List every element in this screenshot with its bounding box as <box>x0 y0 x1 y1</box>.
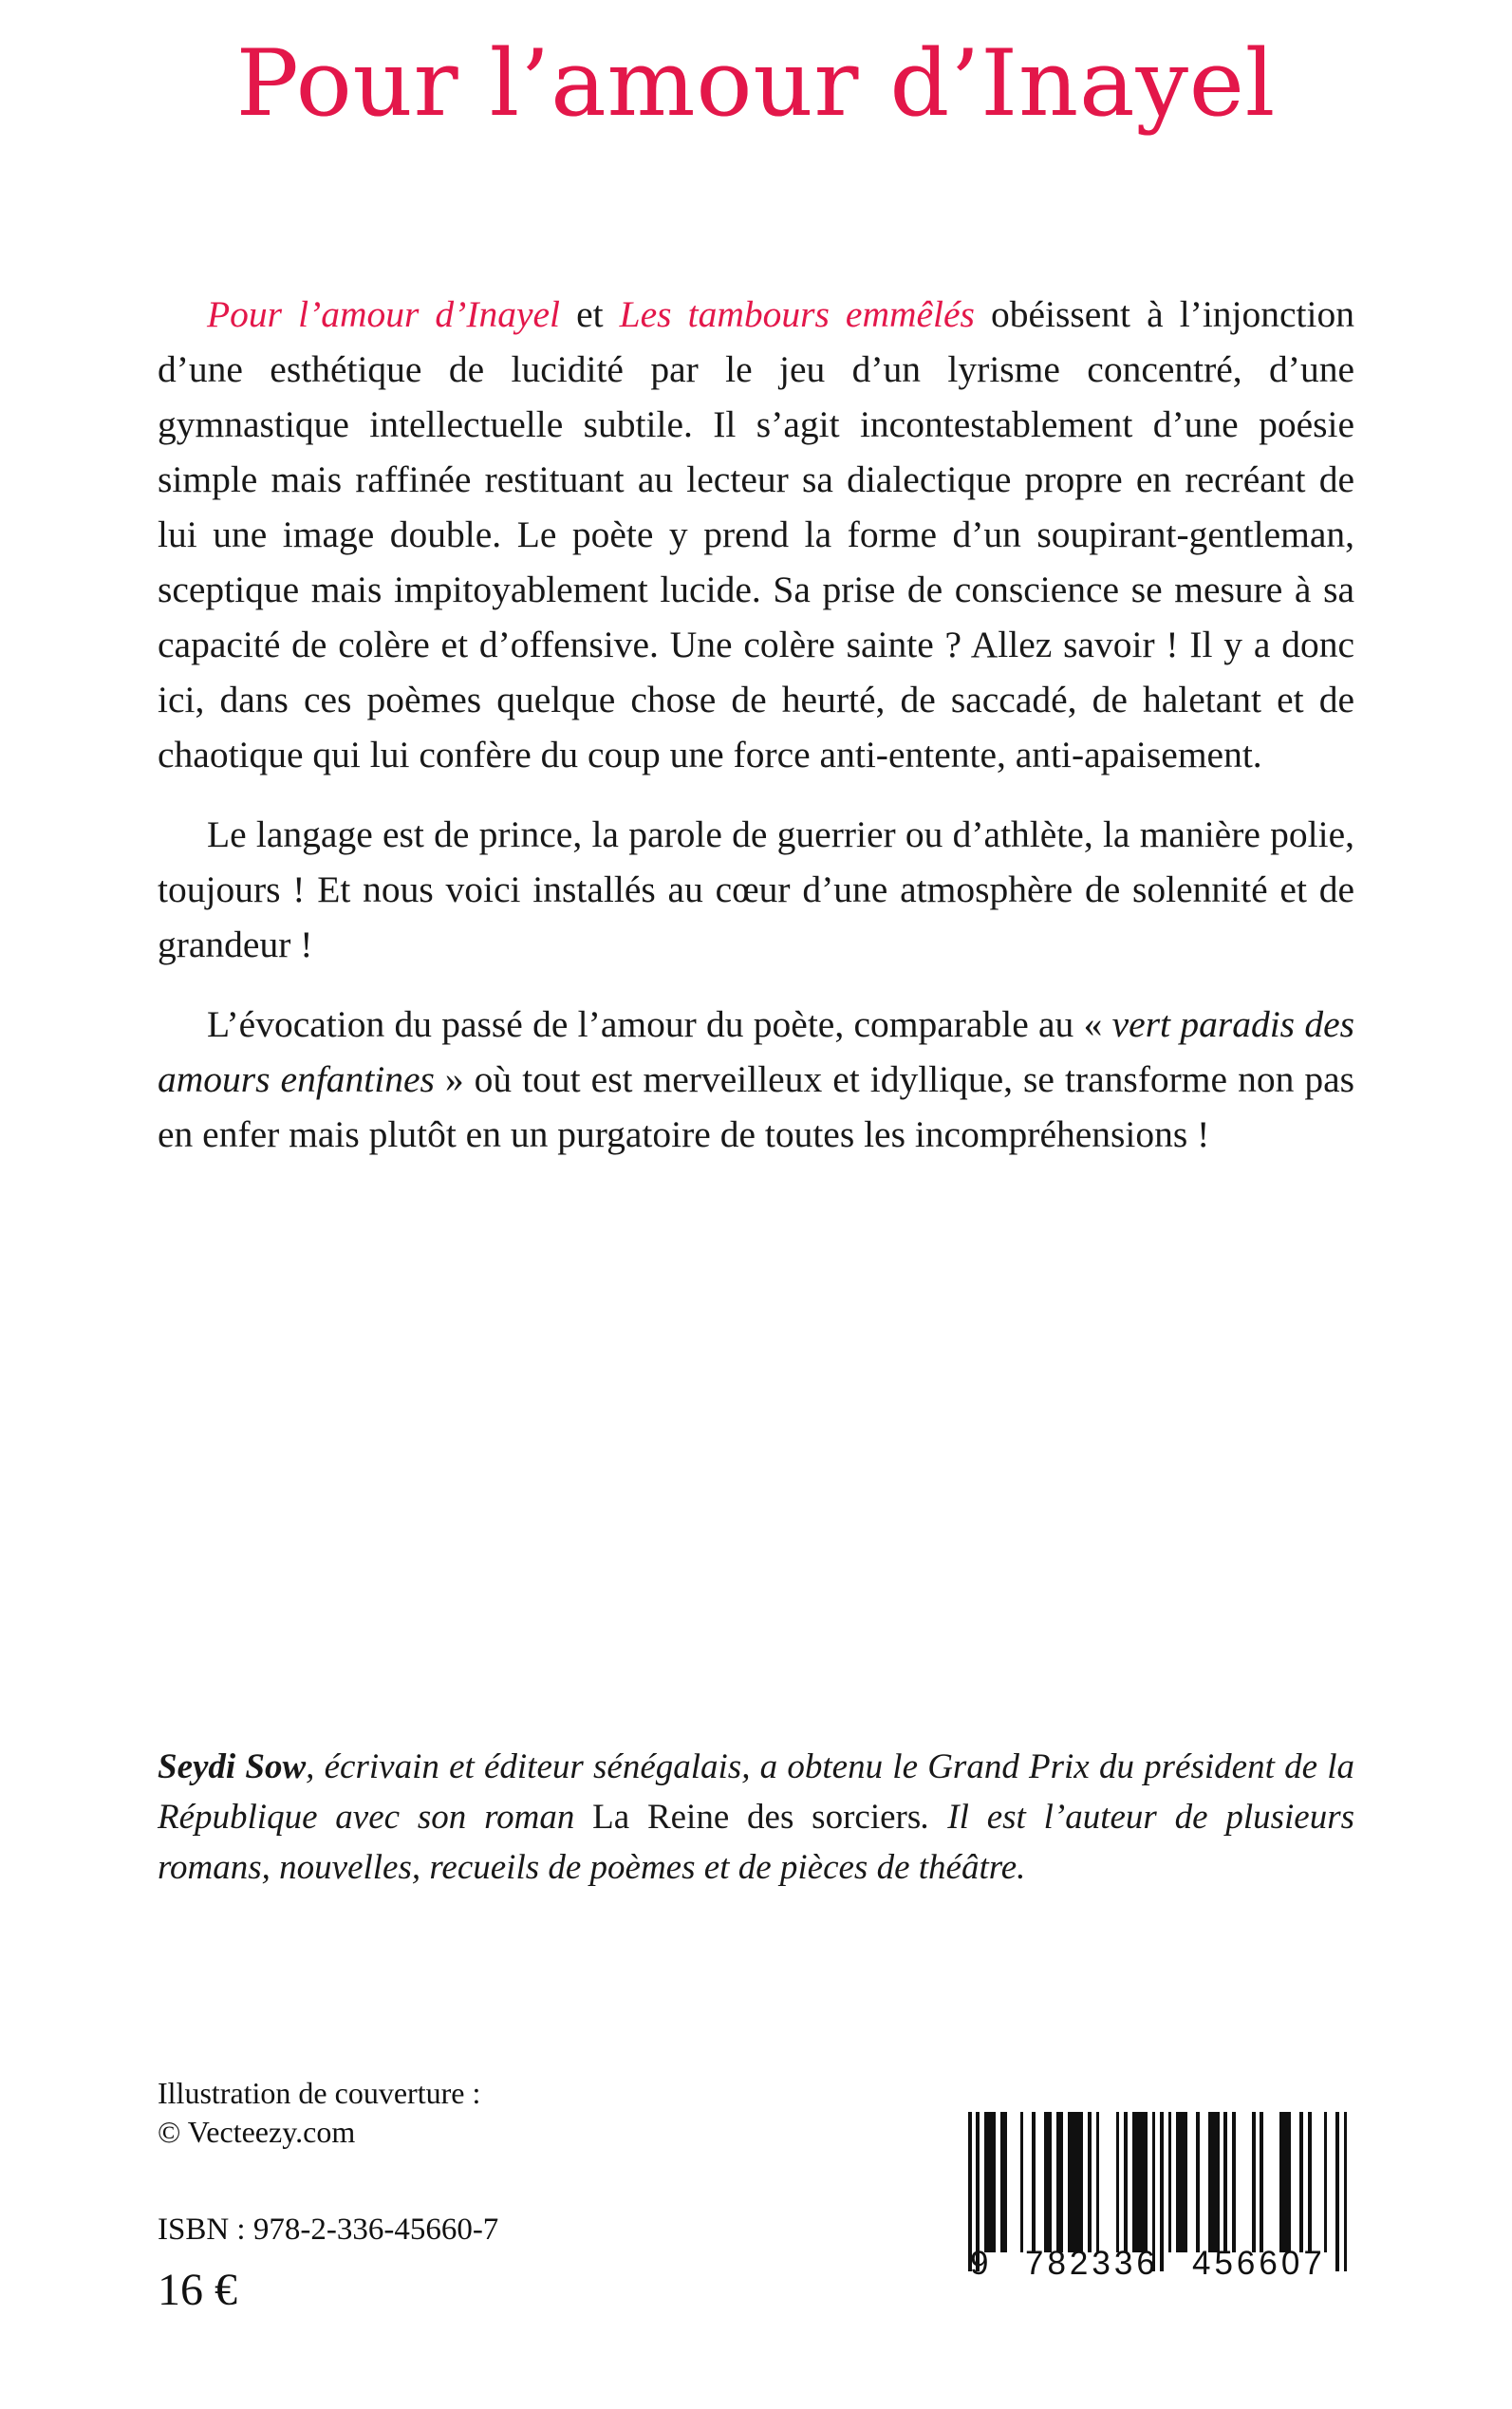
illustration-credit-line-2: © Vecteezy.com <box>158 2115 356 2149</box>
text-run: » où tout est merveilleux et idyllique, se transforme non pas en enfer mais plutôt en un purgatoire de toutes les incompréhensions ! <box>158 1058 1354 1155</box>
barcode-bar <box>1044 2112 1052 2252</box>
title-block <box>0 30 1512 137</box>
barcode-bar <box>1096 2112 1100 2252</box>
barcode-bars <box>968 2112 1348 2252</box>
text-run: . Il est l’auteur de plusieurs romans, nouvelles, recueils de poèmes et de pièces de théâtre. <box>158 1798 1355 1887</box>
barcode-left-group: 782336 <box>1025 2245 1159 2282</box>
barcode-bar <box>1299 2112 1303 2252</box>
price-text: 16 € <box>158 2265 237 2315</box>
page-title: Pour l’amour d’Inayel <box>235 30 1277 137</box>
barcode-bar <box>1279 2112 1291 2252</box>
barcode-bar <box>1132 2112 1148 2252</box>
barcode-bar <box>1160 2112 1164 2271</box>
barcode-lead-digit: 9 <box>970 2245 993 2282</box>
barcode-right-group: 456607 <box>1192 2245 1326 2282</box>
illustration-credit-line-1: Illustration de couverture : <box>158 2076 481 2110</box>
barcode-bar <box>1260 2112 1263 2252</box>
text-run: Les tambours emmêlés <box>619 293 975 335</box>
blurb-paragraph <box>158 287 1354 782</box>
barcode-bar <box>1232 2112 1236 2252</box>
footer-block <box>158 2074 765 2318</box>
text-run: Seydi Sow <box>158 1747 307 1786</box>
barcode-bar <box>1056 2112 1064 2252</box>
barcode-bar <box>1088 2112 1092 2252</box>
blurb-section <box>158 287 1354 1162</box>
illustration-credit <box>158 2074 765 2152</box>
barcode-bar <box>1335 2112 1339 2271</box>
barcode-bar <box>1324 2112 1328 2252</box>
text-run: , écrivain et éditeur sénégalais, a obtenu le Grand Prix du président de la République avec son roman <box>158 1747 1354 1837</box>
text-run: et <box>560 293 620 335</box>
barcode-bar <box>984 2112 996 2252</box>
barcode-bar <box>1168 2112 1172 2252</box>
barcode-bar <box>1000 2112 1008 2252</box>
barcode-bar <box>1344 2112 1348 2271</box>
barcode <box>968 2112 1348 2302</box>
blurb-paragraph <box>158 997 1354 1162</box>
barcode-bar <box>1032 2112 1036 2252</box>
text-run: La Reine des sorciers <box>592 1798 922 1837</box>
text-run: Pour l’amour d’Inayel <box>207 293 561 335</box>
text-run: L’évocation du passé de l’amour du poète, comparable au « <box>207 1003 1112 1045</box>
barcode-bar <box>1116 2112 1120 2252</box>
isbn-text: ISBN : 978-2-336-45660-7 <box>158 2213 499 2247</box>
barcode-bar <box>1020 2112 1024 2252</box>
text-run: vert paradis des amours enfantines <box>158 1003 1354 1100</box>
blurb-paragraph <box>158 807 1354 972</box>
text-run: obéissent à l’injonction d’une esthétique de lucidité par le jeu d’un lyrisme concentré, d’une gymnastique intellectuelle subtile. Il s’agit incontestablement d’une poésie simple mais raffinée restituant au lecteur sa dialectique propre en recréant de lui une image double. Le poète y prend la forme d’un soupirant-gentleman, sceptique mais impitoyablement lucide. Sa prise de conscience se mesure à sa capacité de colère et d’offensive. Une colère sainte ? Allez savoir ! Il y a donc ici, dans ces poèmes quelque chose de heurté, de saccadé, de haletant et de chaotique qui lui confère du coup une force anti-entente, anti-apaisement. <box>158 293 1354 775</box>
barcode-bar <box>1196 2112 1200 2252</box>
barcode-bar <box>1124 2112 1128 2252</box>
barcode-bar <box>1068 2112 1083 2252</box>
barcode-bar <box>1252 2112 1256 2252</box>
barcode-bar <box>1208 2112 1220 2252</box>
author-bio <box>158 1742 1354 1893</box>
barcode-bar <box>1308 2112 1312 2252</box>
barcode-bar <box>1176 2112 1187 2252</box>
text-run: Le langage est de prince, la parole de guerrier ou d’athlète, la manière polie, toujours ! Et nous voici installés au cœur d’une atmosphère de solennité et de grandeur ! <box>158 813 1354 965</box>
barcode-bar <box>1223 2112 1227 2252</box>
